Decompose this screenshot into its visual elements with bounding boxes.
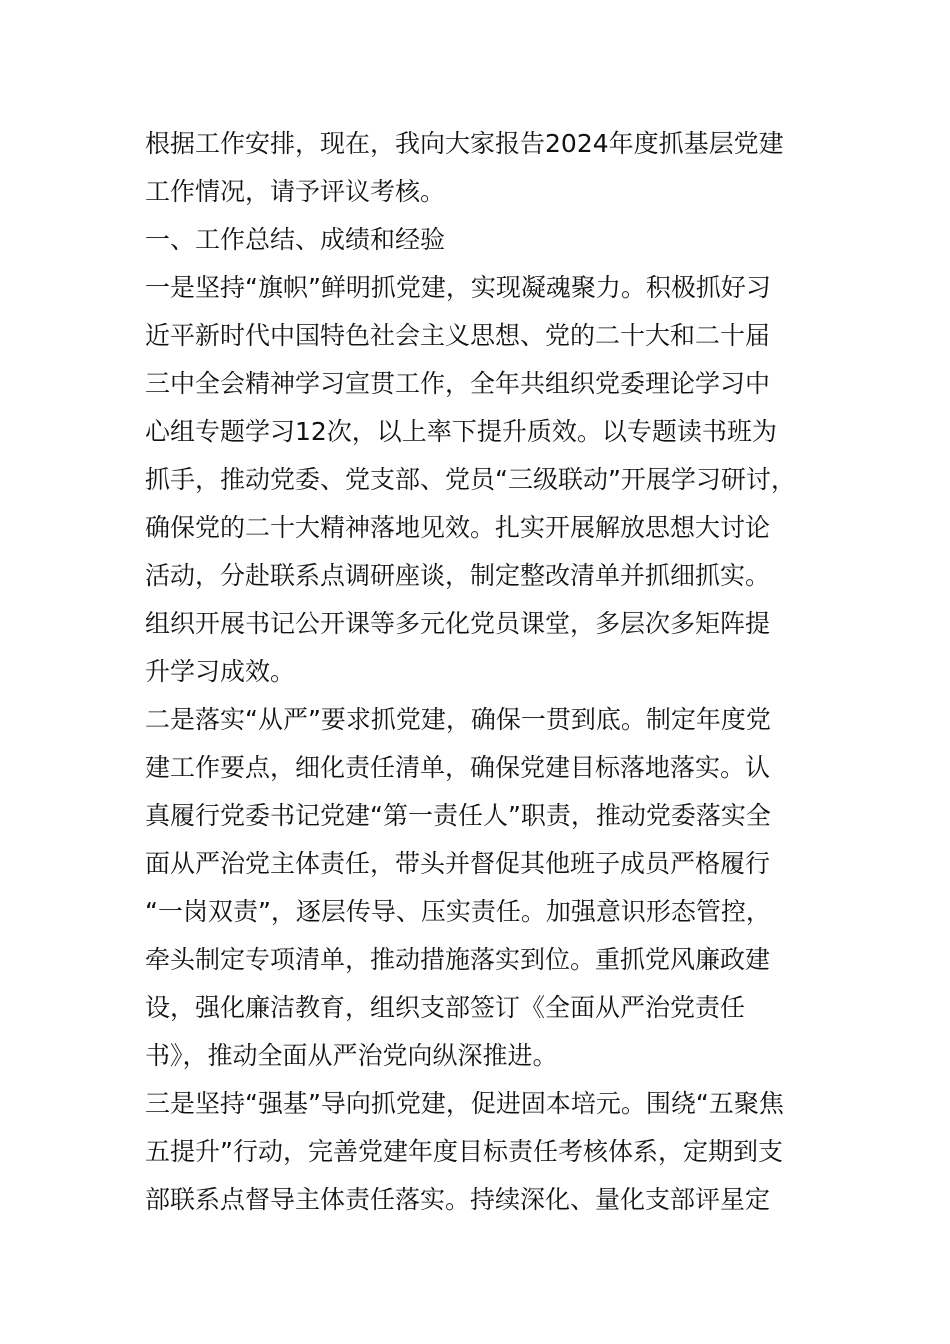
section-heading: 一、工作总结、成绩和经验 (145, 225, 446, 254)
text-line-21: 三是坚持“强基”导向抓党建，促进固本培元。围绕“五聚焦 (145, 1089, 784, 1118)
text-line-16: 面从严治党主体责任，带头并督促其他班子成员严格履行 (145, 849, 771, 878)
text-line-4: 一是坚持“旗帜”鲜明抓党建，实现凝魂聚力。积极抓好习 (145, 273, 771, 302)
text-line-17: “一岗双责”，逐层传导、压实责任。加强意识形态管控， (145, 897, 771, 926)
text-line-8: 抓手，推动党委、党支部、党员“三级联动”开展学习研讨， (145, 465, 796, 494)
text-line-13: 二是落实“从严”要求抓党建，确保一贯到底。制定年度党 (145, 705, 771, 734)
text-line-23: 部联系点督导主体责任落实。持续深化、量化支部评星定 (145, 1185, 771, 1214)
text-line-10: 活动，分赴联系点调研座谈，制定整改清单并抓细抓实。 (145, 561, 771, 590)
text-line-14: 建工作要点，细化责任清单，确保党建目标落地落实。认 (145, 753, 771, 782)
text-line-22: 五提升”行动，完善党建年度目标责任考核体系，定期到支 (145, 1137, 783, 1166)
text-line-12: 升学习成效。 (145, 657, 296, 686)
text-line-20: 书》，推动全面从严治党向纵深推进。 (145, 1041, 558, 1070)
text-line-6: 三中全会精神学习宣贯工作，全年共组织党委理论学习中 (145, 369, 771, 398)
text-line-7: 心组专题学习12次，以上率下提升质效。以专题读书班为 (145, 417, 777, 446)
document-body (145, 120, 815, 1224)
text-line-15: 真履行党委书记党建“第一责任人”职责，推动党委落实全 (145, 801, 771, 830)
text-line-5: 近平新时代中国特色社会主义思想、党的二十大和二十届 (145, 321, 771, 350)
text-line-18: 牵头制定专项清单，推动措施落实到位。重抓党风廉政建 (145, 945, 771, 974)
text-line-9: 确保党的二十大精神落地见效。扎实开展解放思想大讨论 (145, 513, 771, 542)
text-line-2: 工作情况，请予评议考核。 (145, 177, 446, 206)
text-line-11: 组织开展书记公开课等多元化党员课堂，多层次多矩阵提 (145, 609, 771, 638)
text-line-19: 设，强化廉洁教育，组织支部签订《全面从严治党责任 (145, 993, 746, 1022)
text-line-1: 根据工作安排，现在，我向大家报告2024年度抓基层党建 (145, 129, 784, 158)
